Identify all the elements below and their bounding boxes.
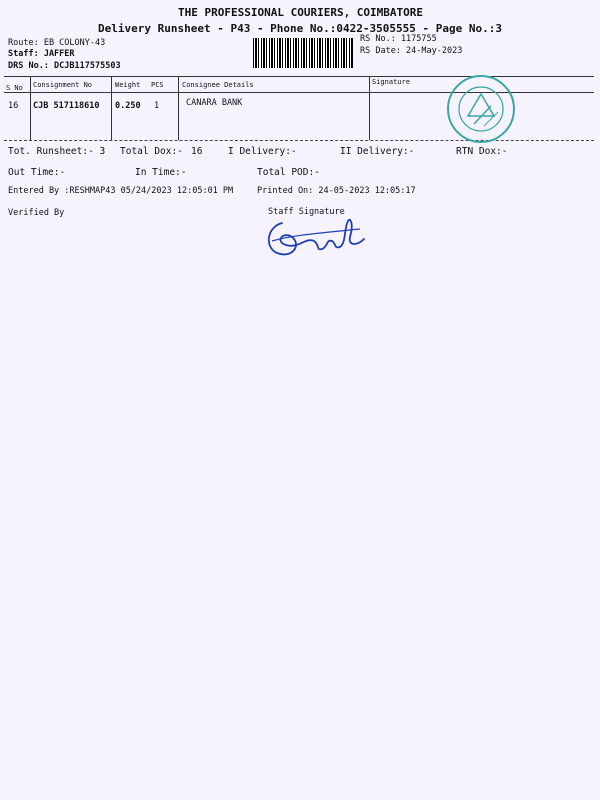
ii-delivery: II Delivery:- <box>340 146 415 157</box>
drs-number: DRS No.: DCJB117575503 <box>8 61 121 71</box>
cell-sno: 16 <box>8 101 19 111</box>
staff-label: Staff: JAFFER <box>8 49 75 59</box>
handwritten-signature <box>262 215 367 260</box>
barcode <box>253 38 353 68</box>
cell-consignee: CANARA BANK <box>186 98 243 108</box>
verified-by: Verified By <box>8 208 65 218</box>
col-header-consignee: Consignee Details <box>182 81 254 89</box>
col-header-consignment: Consignment No <box>33 81 93 89</box>
rs-date: RS Date: 24-May-2023 <box>360 46 463 56</box>
cell-consignment: CJB 517118610 <box>33 101 100 111</box>
in-time: In Time:- <box>135 167 187 178</box>
staff-signature-label: Staff Signature <box>268 207 345 217</box>
printed-on: Printed On: 24-05-2023 12:05:17 <box>257 186 416 196</box>
total-pod: Total POD:- <box>257 167 320 178</box>
company-title: THE PROFESSIONAL COURIERS, COIMBATORE <box>178 6 424 19</box>
rs-number: RS No.: 1175755 <box>360 34 437 44</box>
total-dox-value: 16 <box>191 146 203 157</box>
i-delivery: I Delivery:- <box>228 146 297 157</box>
col-header-pcs: PCS <box>151 81 164 89</box>
runsheet-subtitle: Delivery Runsheet - P43 - Phone No.:0422-3505555 - Page No.:3 <box>98 22 502 35</box>
col-divider <box>111 76 112 140</box>
cell-weight: 0.250 <box>115 101 141 111</box>
out-time: Out Time:- <box>8 167 66 178</box>
col-header-weight: Weight <box>115 81 141 89</box>
tot-runsheet: Tot. Runsheet:- 3 <box>8 146 106 157</box>
bank-stamp <box>446 74 516 144</box>
rtn-dox: RTN Dox:- <box>456 146 508 157</box>
col-header-sno: S No <box>6 84 23 92</box>
entered-by: Entered By :RESHMAP43 05/24/2023 12:05:01 PM <box>8 186 234 196</box>
col-divider <box>369 76 370 140</box>
col-header-signature: Signature <box>372 78 410 86</box>
col-divider <box>30 76 31 140</box>
route-label: Route: EB COLONY-43 <box>8 38 106 48</box>
col-divider <box>178 76 179 140</box>
cell-pcs: 1 <box>154 101 160 111</box>
total-dox-label: Total Dox:- <box>120 146 183 157</box>
